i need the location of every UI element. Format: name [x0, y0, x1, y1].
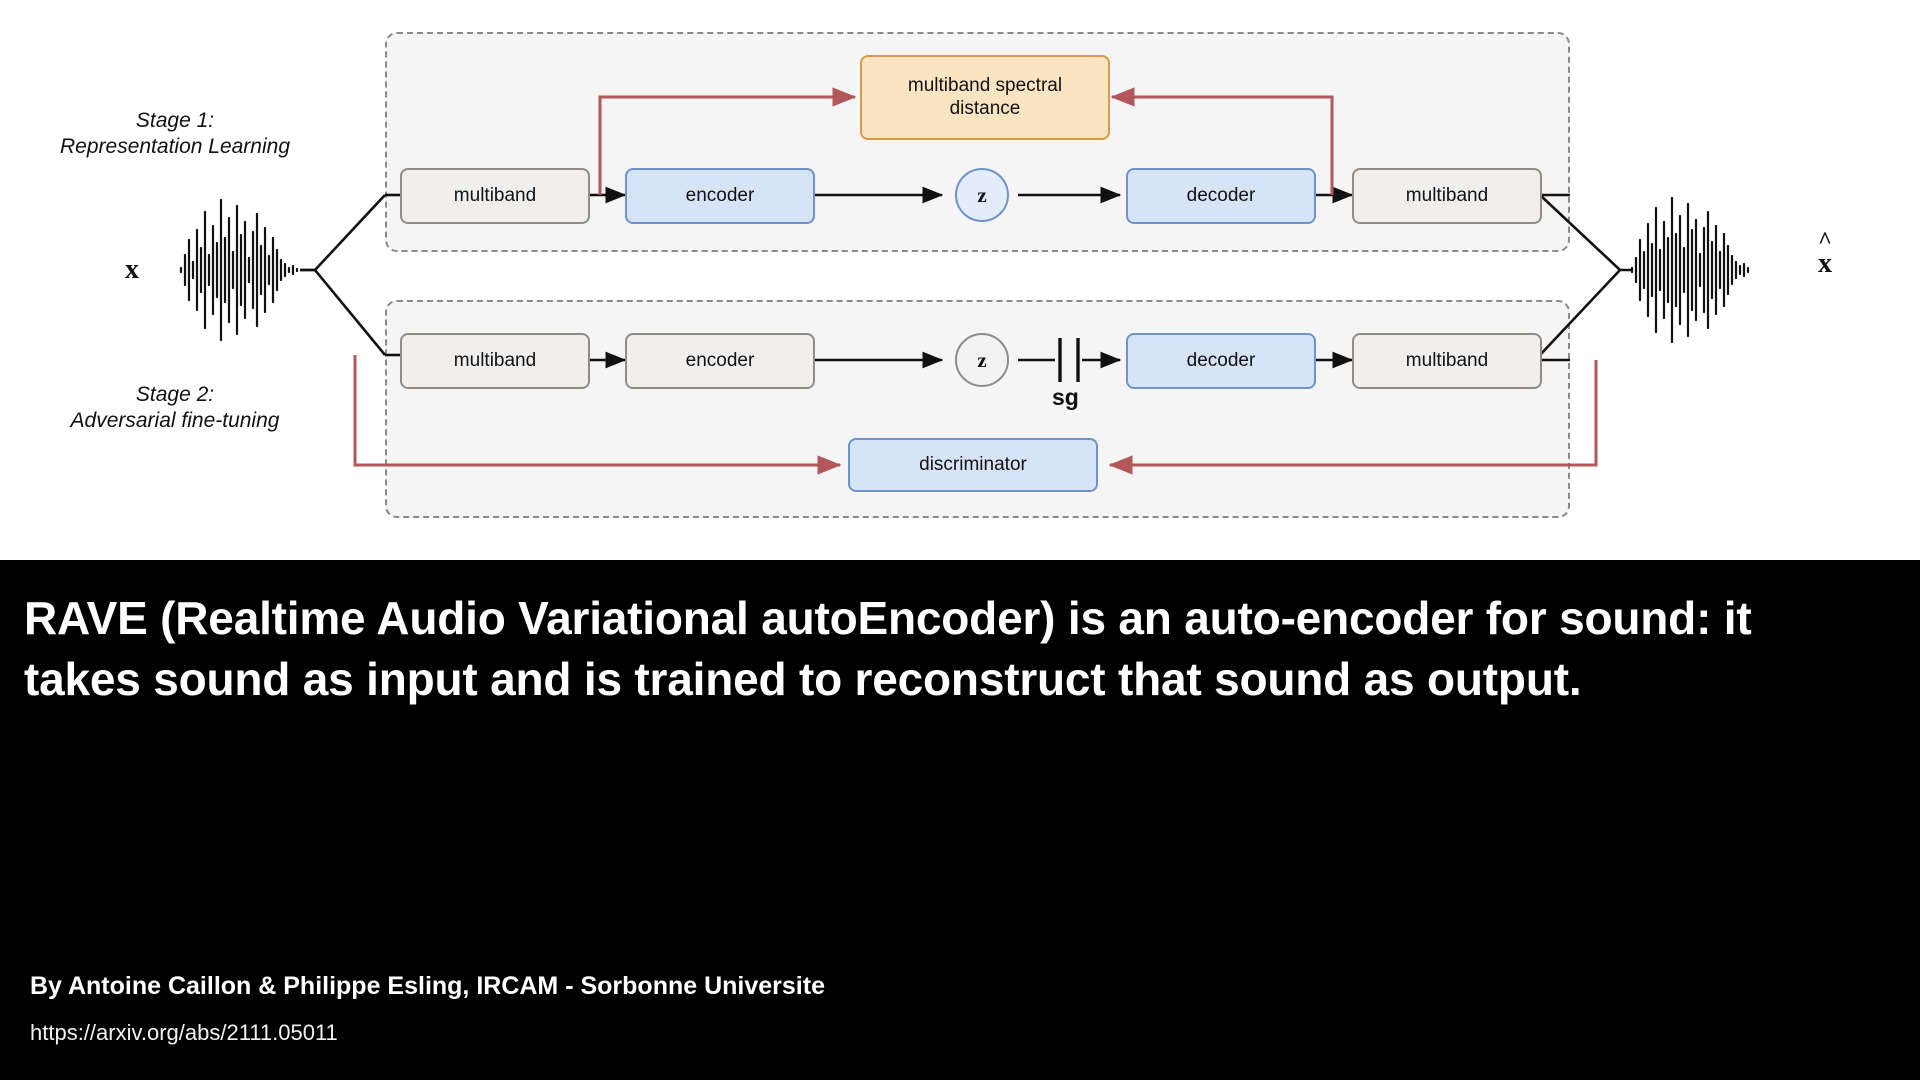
stage2-encoder[interactable]: encoder [625, 333, 815, 389]
stage1-label-line2: Representation Learning [60, 135, 290, 159]
loss-label-line2: distance [949, 97, 1021, 119]
stage1-multiband-input[interactable]: multiband [400, 168, 590, 224]
input-waveform [180, 200, 297, 340]
caption-text: RAVE (Realtime Audio Variational autoEncoder) is an auto-encoder for sound: it takes sound as input and is trained to reconstruct that sound as output. [24, 592, 1752, 706]
stage1-label-line1: Stage 1: [135, 109, 215, 132]
discriminator[interactable]: discriminator [848, 438, 1098, 492]
stage1-decoder[interactable]: decoder [1126, 168, 1316, 224]
output-base-glyph: x [1818, 248, 1832, 279]
loss-label-line1: multiband spectral [907, 74, 1063, 96]
output-label-xhat [1818, 228, 1832, 280]
stage2-multiband-output[interactable]: multiband [1352, 333, 1542, 389]
stage1-encoder[interactable]: encoder [625, 168, 815, 224]
multiband-spectral-distance-loss[interactable] [860, 55, 1110, 140]
stage2-label-line1: Stage 2: [135, 383, 215, 406]
caption-url[interactable]: https://arxiv.org/abs/2111.05011 [30, 1020, 338, 1045]
stage2-label [10, 382, 340, 435]
output-hat-glyph: ^ [1818, 228, 1832, 254]
stage1-multiband-output[interactable]: multiband [1352, 168, 1542, 224]
stage1-latent-z: z [955, 168, 1009, 222]
stop-gradient-label: sg [1052, 384, 1079, 410]
stage2-decoder[interactable]: decoder [1126, 333, 1316, 389]
caption-panel [0, 560, 1920, 1080]
stage2-label-line2: Adversarial fine-tuning [70, 409, 280, 433]
output-waveform [1632, 198, 1748, 342]
input-label-x: x [125, 254, 139, 285]
caption-author: By Antoine Caillon & Philippe Esling, IRCAM - Sorbonne Universite [30, 972, 825, 1000]
stage2-latent-z: z [955, 333, 1009, 387]
stage1-label [10, 108, 340, 161]
stage2-multiband-input[interactable]: multiband [400, 333, 590, 389]
